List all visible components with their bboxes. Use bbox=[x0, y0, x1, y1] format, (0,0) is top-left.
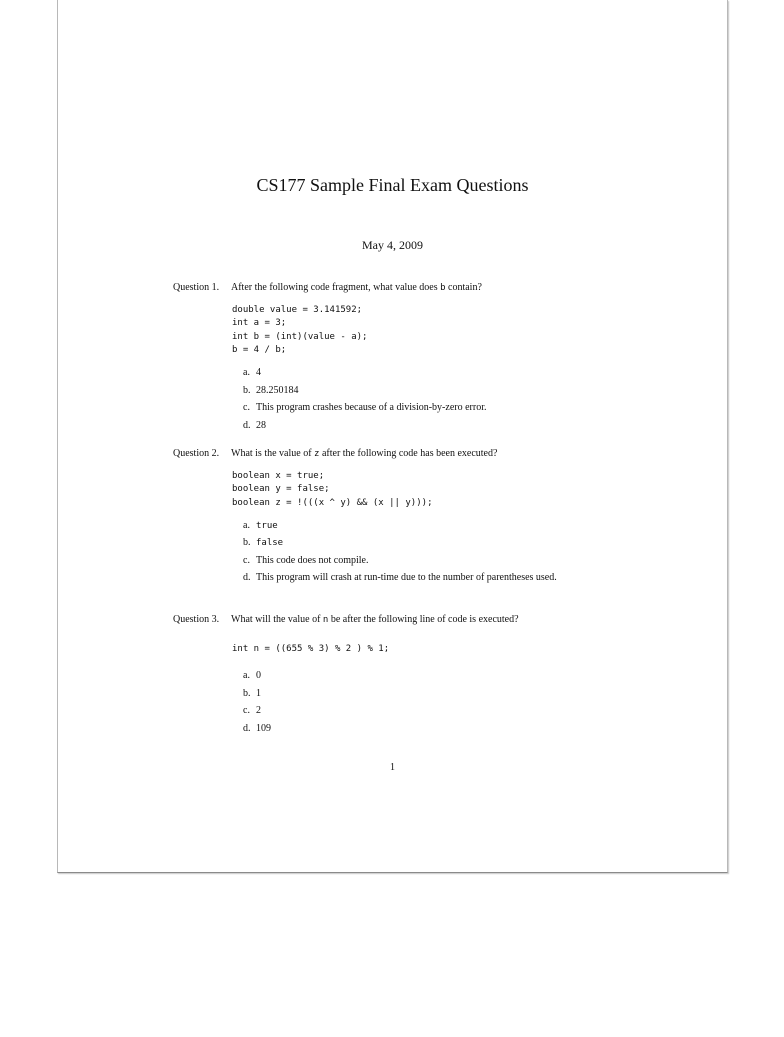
code-block: double value = 3.141592; int a = 3; int b = (int)(value - a); b = 4 / b; bbox=[232, 305, 368, 355]
answer-letter: b. bbox=[243, 687, 251, 699]
question-prompt bbox=[173, 613, 713, 627]
answer-letter: d. bbox=[243, 419, 251, 431]
question-label: Question 1. bbox=[173, 282, 220, 293]
answer-letter: c. bbox=[243, 705, 250, 717]
answer-text: This program crashes because of a division-by-zero error. bbox=[256, 402, 487, 414]
answer-option-a bbox=[243, 670, 603, 682]
question-prompt bbox=[173, 281, 713, 295]
answer-text: 28 bbox=[256, 419, 266, 431]
question-text-end: after the following code has been executed? bbox=[319, 448, 498, 459]
answer-text: 1 bbox=[256, 687, 261, 699]
answer-option-c bbox=[243, 402, 603, 414]
question-1 bbox=[173, 281, 713, 437]
answer-letter: a. bbox=[243, 367, 250, 379]
question-text bbox=[231, 613, 713, 627]
answer-list bbox=[173, 670, 713, 735]
answer-text: 28.250184 bbox=[256, 384, 299, 396]
answer-text: 109 bbox=[256, 722, 271, 734]
answer-letter: b. bbox=[243, 537, 251, 549]
question-2 bbox=[173, 447, 713, 590]
answer-option-d bbox=[243, 572, 603, 584]
answer-letter: c. bbox=[243, 402, 250, 414]
question-text bbox=[231, 281, 713, 295]
code-block: boolean x = true; boolean y = false; boolean z = !(((x ^ y) && (x || y))); bbox=[232, 471, 433, 508]
question-3 bbox=[173, 613, 713, 740]
question-code-word: z bbox=[314, 449, 320, 459]
answer-option-c bbox=[243, 555, 603, 567]
question-text-start: What will the value of bbox=[231, 614, 323, 625]
answer-option-d bbox=[243, 723, 603, 735]
question-text-start: What is the value of bbox=[231, 448, 315, 459]
answer-letter: d. bbox=[243, 722, 251, 734]
answer-option-d bbox=[243, 420, 603, 432]
document-page bbox=[57, 0, 728, 873]
answer-text: This program will crash at run-time due to the number of parentheses used. bbox=[256, 572, 557, 584]
answer-text: This code does not compile. bbox=[256, 554, 369, 566]
code-block: int n = ((655 % 3) % 2 ) % 1; bbox=[232, 644, 390, 654]
question-text-end: be after the following line of code is executed? bbox=[328, 614, 519, 625]
answer-list bbox=[173, 520, 713, 585]
question-label: Question 3. bbox=[173, 614, 220, 625]
answer-option-b bbox=[243, 385, 603, 397]
page-number: 1 bbox=[390, 762, 395, 773]
answer-option-a bbox=[243, 520, 603, 532]
answer-option-b bbox=[243, 537, 603, 549]
question-text bbox=[231, 447, 713, 461]
answer-text: 2 bbox=[256, 705, 261, 717]
answer-text: 4 bbox=[256, 367, 261, 379]
answer-letter: c. bbox=[243, 554, 250, 566]
answer-text: 0 bbox=[256, 670, 261, 682]
answer-list bbox=[173, 367, 713, 432]
answer-option-b bbox=[243, 688, 603, 700]
document-date: May 4, 2009 bbox=[362, 238, 423, 252]
question-prompt bbox=[173, 447, 713, 461]
answer-letter: a. bbox=[243, 519, 250, 531]
question-text-start: After the following code fragment, what value does bbox=[231, 282, 441, 293]
question-text-end: contain? bbox=[445, 282, 482, 293]
answer-text: false bbox=[256, 538, 284, 549]
question-code-word: b bbox=[440, 283, 446, 293]
answer-letter: b. bbox=[243, 384, 251, 396]
answer-text: true bbox=[256, 520, 278, 531]
answer-option-a bbox=[243, 367, 603, 379]
document-title: CS177 Sample Final Exam Questions bbox=[256, 175, 529, 195]
answer-option-c bbox=[243, 705, 603, 717]
question-code-word: n bbox=[322, 615, 329, 625]
answer-letter: a. bbox=[243, 670, 250, 682]
question-label: Question 2. bbox=[173, 448, 220, 459]
answer-letter: d. bbox=[243, 572, 251, 584]
